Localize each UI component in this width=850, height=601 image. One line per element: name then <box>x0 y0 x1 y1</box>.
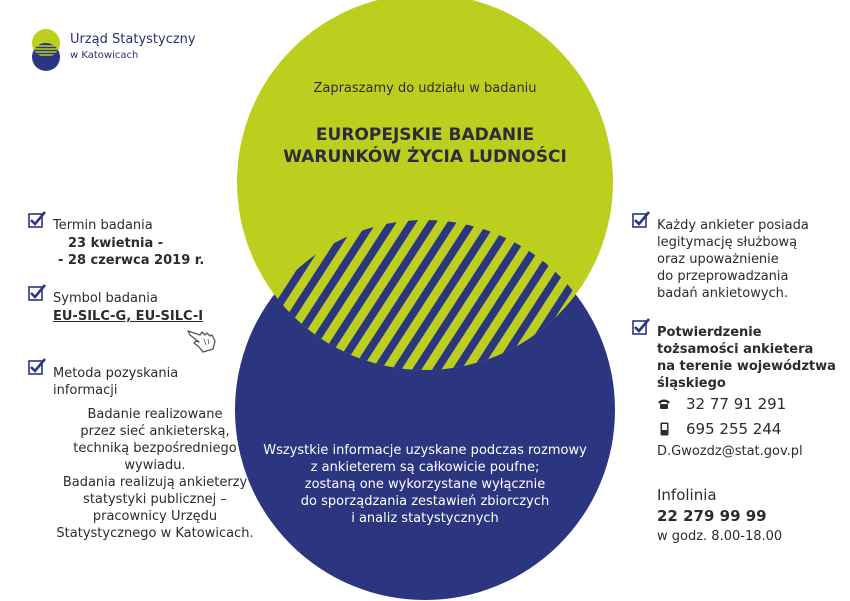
checkbox-icon <box>28 211 46 229</box>
method-line: pracownicy Urzędu <box>92 509 218 524</box>
confidentiality-line: do sporządzania zestawień zbiorczych <box>300 494 550 509</box>
authorization-line: oraz upoważnienie <box>657 252 779 267</box>
method-line: Statystycznego w Katowicach. <box>56 526 254 541</box>
method-description <box>50 406 260 542</box>
invite-text: Zapraszamy do udziału w badaniu <box>313 81 537 96</box>
confirm-line: na terenie województwa <box>657 359 836 374</box>
term-label: Termin badania <box>53 218 153 233</box>
symbol-label: Symbol badania <box>53 291 158 306</box>
authorization-line: badań ankietowych. <box>657 286 789 301</box>
checkbox-icon <box>28 284 46 302</box>
term-start: 23 kwietnia - <box>68 236 164 251</box>
hand-pointer-icon <box>186 323 218 355</box>
method-line: statystyki publicznej – <box>83 492 227 507</box>
authorization-line: Każdy ankieter posiada <box>657 218 809 233</box>
method-label-1: Metoda pozyskania <box>53 366 179 381</box>
title-line-1: EUROPEJSKIE BADANIE <box>315 125 535 145</box>
authorization-line: do przeprowadzania <box>657 269 789 284</box>
authorization-text <box>657 217 809 302</box>
contact-email[interactable]: D.Gwozdz@stat.gov.pl <box>657 444 803 459</box>
title-line-2: WARUNKÓW ŻYCIA LUDNOŚCI <box>283 147 567 167</box>
phone-landline[interactable]: 32 77 91 291 <box>686 395 787 413</box>
logo <box>30 28 200 72</box>
logo-icon <box>30 28 66 72</box>
mobile-phone-icon <box>660 422 669 436</box>
checkbox-icon <box>632 318 650 336</box>
logo-subtitle: w Katowicach <box>70 50 139 61</box>
method-line: przez sieć ankieterską, <box>80 424 230 439</box>
method-line: techniką bezpośredniego <box>73 441 237 456</box>
method-line: Badanie realizowane <box>87 407 223 422</box>
hotline-label: Infolinia <box>657 486 717 504</box>
confirm-line: Potwierdzenie <box>657 325 762 340</box>
symbol-value: EU-SILC-G, EU-SILC-I <box>53 309 204 324</box>
checkbox-icon <box>28 358 46 376</box>
checkbox-icon <box>632 211 650 229</box>
phone-mobile[interactable]: 695 255 244 <box>686 420 782 438</box>
confirm-line: śląskiego <box>657 376 726 391</box>
phone-icon <box>657 398 671 410</box>
logo-name: Urząd Statystyczny <box>70 32 196 47</box>
confidentiality-text <box>255 442 595 527</box>
hotline-hours: w godz. 8.00-18.00 <box>657 529 783 544</box>
confidentiality-line: i analiz statystycznych <box>351 511 499 526</box>
confidentiality-line: Wszystkie informacje uzyskane podczas rozmowy <box>263 443 587 458</box>
confidentiality-line: zostaną one wykorzystane wyłącznie <box>304 477 546 492</box>
hotline-number[interactable]: 22 279 99 99 <box>657 507 767 525</box>
method-line: Badania realizują ankieterzy <box>62 475 248 490</box>
confirm-line: tożsamości ankietera <box>657 342 814 357</box>
confidentiality-line: z ankieterem są całkowicie poufne; <box>310 460 540 475</box>
page-title <box>265 124 585 168</box>
method-label-2: informacji <box>53 383 118 398</box>
authorization-line: legitymację służbową <box>657 235 798 250</box>
term-end: - 28 czerwca 2019 r. <box>58 253 205 268</box>
identity-confirmation-heading <box>657 324 836 392</box>
method-line: wywiadu. <box>124 458 186 473</box>
